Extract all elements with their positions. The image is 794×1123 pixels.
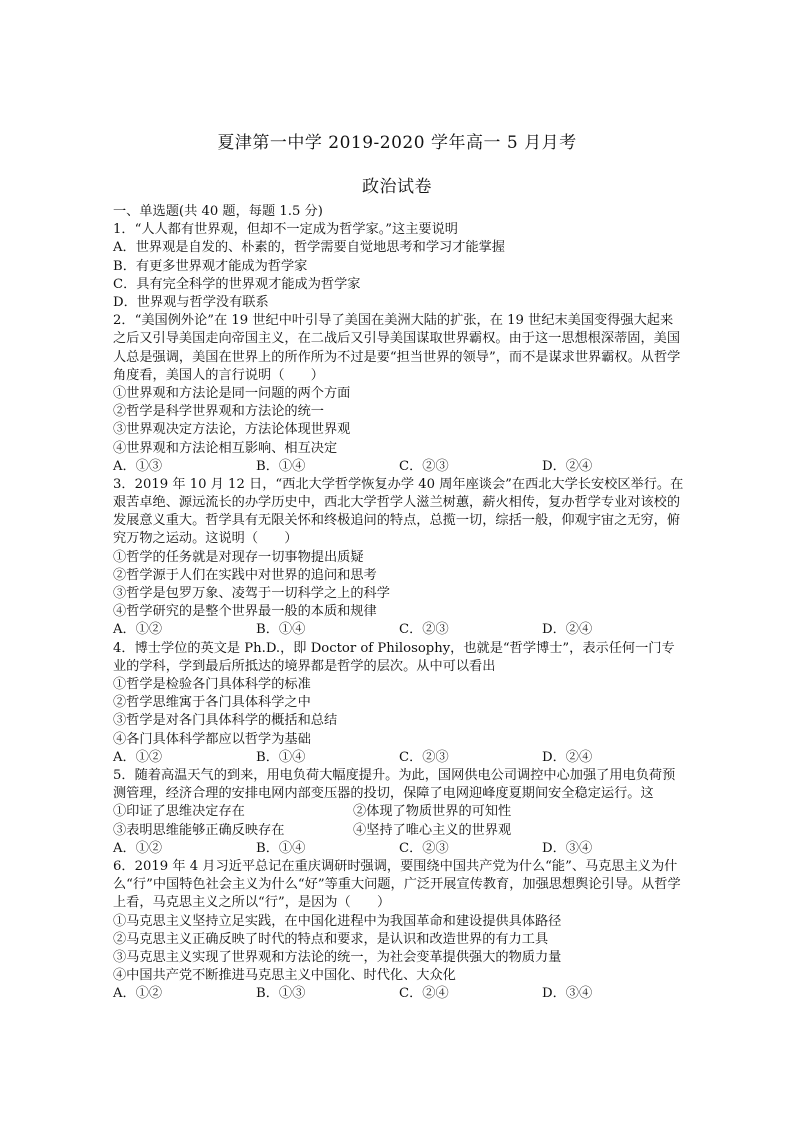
question-4-statement: ①哲学是检验各门具体科学的标准 — [113, 677, 311, 693]
option-b: B．①④ — [256, 840, 306, 856]
option-c: C．②③ — [399, 840, 449, 856]
question-3-statement: ①哲学的任务就是对现存一切事物提出质疑 — [113, 549, 364, 565]
option-d: D．②④ — [542, 749, 593, 765]
option-b: B．①④ — [256, 749, 306, 765]
question-6-statement: ②马克思主义正确反映了时代的特点和要求，是认识和改造世界的有力工具 — [113, 931, 549, 947]
exam-subject: 政治试卷 — [362, 177, 432, 197]
question-1-option-a: A．世界观是自发的、朴素的，哲学需要自觉地思考和学习才能掌握 — [113, 240, 505, 256]
question-5-statement: ①印证了思维决定存在 — [113, 804, 245, 820]
option-d: D．②④ — [542, 622, 593, 638]
option-d: D．②④ — [542, 458, 593, 474]
question-5-statement: ④坚持了唯心主义的世界观 — [353, 822, 512, 838]
option-a: A．①③ — [113, 458, 163, 474]
question-5-stem: 5．随着高温天气的到来，用电负荷大幅度提升。为此，国网供电公司调控中心加强了用电负荷预测管理，经济合理的安排电网内部变压器的投切，保障了电网迎峰度夏期间安全稳定运行。这 — [113, 767, 676, 802]
question-1-option-d: D．世界观与哲学没有联系 — [113, 294, 269, 310]
question-3-statement: ③哲学是包罗万象、凌驾于一切科学之上的科学 — [113, 586, 390, 602]
question-6-statement: ③马克思主义实现了世界观和方法论的统一，为社会变革提供强大的物质力量 — [113, 949, 562, 965]
section-heading: 一、单选题(共 40 题，每题 1.5 分) — [113, 204, 323, 219]
question-3-stem: 3．2019 年 10 月 12 日，“西北大学哲学恢复办学 40 周年座谈会”在西北大学长安校区举行。在艰苦卓绝、源远流长的办学历史中，西北大学哲学人滋兰树蕙，薪火相传，复办哲学专业对该校的发展意义重大。哲学具有无限关怀和终极追问的特点，总揽一切，综括一般，仰观宇宙之无穷，俯究万物之运动。这说明（ ） — [113, 476, 684, 547]
question-3-statement: ②哲学源于人们在实践中对世界的追问和思考 — [113, 567, 377, 583]
option-b: B．①④ — [256, 622, 306, 638]
question-1-option-c: C．具有完全科学的世界观才能成为哲学家 — [113, 276, 361, 292]
exam-body — [113, 203, 685, 1003]
option-a: A．①② — [113, 840, 163, 856]
question-4-statement: ④各门具体科学都应以哲学为基础 — [113, 731, 311, 747]
option-a: A．①② — [113, 749, 163, 765]
question-6-statement: ①马克思主义坚持立足实践，在中国化进程中为我国革命和建设提供具体路径 — [113, 913, 562, 929]
option-d: D．③④ — [542, 840, 593, 856]
question-5-options — [113, 840, 685, 858]
question-2-options — [113, 458, 685, 476]
question-2-statement: ④世界观和方法论相互影响、相互决定 — [113, 440, 338, 456]
question-4-options — [113, 749, 685, 767]
option-d: D．③④ — [542, 986, 593, 1002]
question-6-options — [113, 985, 685, 1003]
question-5-statements-row — [113, 803, 685, 821]
question-3-statement: ④哲学研究的是整个世界最一般的本质和规律 — [113, 604, 377, 620]
question-4-statement: ②哲学思维寓于各门具体科学之中 — [113, 695, 311, 711]
option-c: C．②③ — [399, 749, 449, 765]
question-1-option-b: B．有更多世界观才能成为哲学家 — [113, 258, 308, 274]
question-4-statement: ③哲学是对各门具体科学的概括和总结 — [113, 713, 338, 729]
exam-title: 夏津第一中学 2019-2020 学年高一 5 月月考 — [217, 133, 577, 153]
question-2-statement: ③世界观决定方法论，方法论体现世界观 — [113, 422, 351, 438]
question-4-stem: 4．博士学位的英文是 Ph.D.，即 Doctor of Philosophy，也就是“哲学博士”，表示任何一门专业的学科，学到最后所抵达的境界都是哲学的层次。从中可以看出 — [113, 640, 675, 674]
option-b: B．①③ — [256, 986, 306, 1002]
question-5-statements-row — [113, 822, 685, 840]
question-1-stem: 1．“人人都有世界观，但却不一定成为哲学家。”这主要说明 — [113, 222, 458, 238]
question-6-statement: ④中国共产党不断推进马克思主义中国化、时代化、大众化 — [113, 968, 456, 984]
question-2-statement: ②哲学是科学世界观和方法论的统一 — [113, 404, 324, 420]
option-a: A．①② — [113, 622, 163, 638]
question-2-stem: 2．“美国例外论”在 19 世纪中叶引导了美国在美洲大陆的扩张，在 19 世纪末美国变得强大起来之后又引导美国走向帝国主义，在二战后又引导美国谋取世界霸权。由于这一思想根深蒂固，美国人总是强调，美国在世界上的所作所为不过是要“担当世界的领导”，而不是谋求世界霸权。从哲学角度看，美国人的言行说明（ ） — [113, 313, 681, 383]
question-2-statement: ①世界观和方法论是同一问题的两个方面 — [113, 385, 351, 401]
question-6-stem: 6．2019 年 4 月习近平总记在重庆调研时强调，要围绕中国共产党为什么“能”、马克思主义为什么“行”中国特色社会主义为什么“好”等重大问题，广泛开展宣传教育，加强思想舆论引导。从哲学上看，马克思主义之所以“行”，是因为（ ） — [113, 858, 681, 911]
option-c: C．②③ — [399, 458, 449, 474]
option-a: A．①② — [113, 986, 163, 1002]
question-3-options — [113, 621, 685, 639]
option-b: B．①④ — [256, 458, 306, 474]
option-c: C．②③ — [399, 622, 449, 638]
option-c: C．②④ — [399, 986, 449, 1002]
question-5-statement: ③表明思维能够正确反映存在 — [113, 822, 285, 838]
question-5-statement: ②体现了物质世界的可知性 — [353, 804, 512, 820]
